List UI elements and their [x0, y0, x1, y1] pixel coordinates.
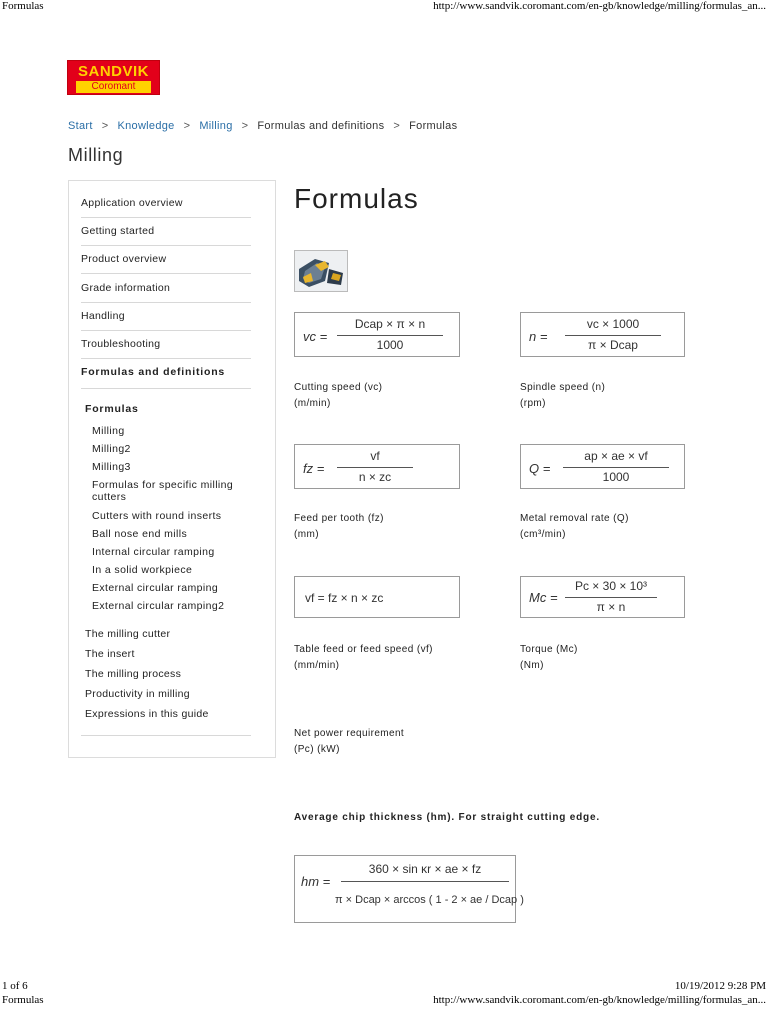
label-cutting-speed — [294, 380, 382, 412]
label-table-feed-name: Table feed or feed speed (vf) — [294, 644, 433, 655]
breadcrumb-separator: > — [393, 120, 401, 132]
breadcrumb-formulas-and-definitions: Formulas and definitions — [257, 120, 385, 132]
label-feed-per-tooth-unit: (mm) — [294, 529, 319, 540]
label-spindle-speed-name: Spindle speed (n) — [520, 382, 606, 393]
print-footer-url: http://www.sandvik.coromant.com/en-gb/knowledge/milling/formulas_an... — [433, 994, 766, 1006]
formula-cutting-speed — [294, 312, 460, 357]
sidebar-item-application-overview[interactable]: Application overview — [81, 189, 251, 218]
breadcrumb-separator: > — [183, 120, 191, 132]
formula-q-lhs: Q = — [529, 461, 551, 476]
sidebar-subitem-milling2[interactable]: Milling2 — [92, 443, 131, 455]
logo-line1: SANDVIK — [77, 63, 149, 80]
label-metal-removal-rate-name: Metal removal rate (Q) — [520, 513, 629, 524]
logo-line2: Coromant — [76, 81, 151, 93]
formula-vf-expression: vf = fz × n × zc — [305, 591, 384, 605]
label-feed-per-tooth-name: Feed per tooth (fz) — [294, 513, 384, 524]
formula-table-feed — [294, 576, 460, 618]
chip-thickness-caption: Average chip thickness (hm). For straight cutting edge. — [294, 812, 600, 823]
sidebar-subitem-ball-nose[interactable]: Ball nose end mills — [92, 528, 188, 540]
label-metal-removal-rate — [520, 511, 629, 543]
label-cutting-speed-name: Cutting speed (vc) — [294, 382, 383, 393]
formula-q-numerator: ap × ae × vf — [584, 449, 648, 463]
sidebar-nav — [68, 180, 276, 758]
formula-mc-numerator: Pc × 30 × 10³ — [574, 579, 648, 593]
sandvik-logo[interactable] — [67, 60, 160, 95]
formula-mc-denominator: π × n — [596, 600, 626, 614]
formula-fz-numerator: vf — [370, 449, 380, 463]
formula-metal-removal-rate — [520, 444, 685, 489]
sidebar-divider — [81, 735, 251, 736]
breadcrumb-separator: > — [101, 120, 109, 132]
sidebar-item-milling-cutter[interactable]: The milling cutter — [85, 628, 171, 640]
formula-mc-lhs: Mc = — [529, 590, 558, 605]
sidebar-item-productivity[interactable]: Productivity in milling — [85, 688, 190, 700]
label-net-power-name: Net power requirement — [294, 728, 405, 739]
formula-fz-denominator: n × zc — [358, 470, 392, 484]
print-header — [0, 0, 768, 14]
breadcrumb-separator: > — [241, 120, 249, 132]
print-header-url: http://www.sandvik.coromant.com/en-gb/knowledge/milling/formulas_an... — [433, 0, 766, 12]
label-spindle-speed-unit: (rpm) — [520, 398, 546, 409]
formula-spindle-speed — [520, 312, 685, 357]
label-spindle-speed — [520, 380, 605, 412]
formula-feed-per-tooth — [294, 444, 460, 489]
formula-n-denominator: π × Dcap — [588, 338, 638, 352]
formula-n-lhs: n = — [529, 329, 548, 344]
breadcrumb-milling[interactable]: Milling — [199, 120, 233, 132]
fraction-bar — [563, 467, 669, 468]
label-torque-name: Torque (Mc) — [520, 644, 578, 655]
milling-cutter-thumbnail[interactable] — [294, 250, 348, 292]
sidebar-item-expressions[interactable]: Expressions in this guide — [85, 708, 209, 720]
label-feed-per-tooth — [294, 511, 384, 543]
print-footer-title: Formulas — [2, 994, 44, 1006]
label-net-power-unit: (Pc) (kW) — [294, 744, 340, 755]
fraction-bar — [341, 881, 509, 882]
sidebar-item-insert[interactable]: The insert — [85, 648, 135, 660]
formula-hm-numerator: 360 × sin κr × ae × fz — [368, 862, 482, 876]
sidebar-subitem-internal-ramping[interactable]: Internal circular ramping — [92, 546, 215, 558]
formula-vc-denominator: 1000 — [376, 338, 404, 352]
section-title: Milling — [68, 145, 124, 165]
fraction-bar — [337, 335, 443, 336]
formula-average-chip-thickness — [294, 855, 524, 923]
formula-q-denominator: 1000 — [602, 470, 630, 484]
label-table-feed — [294, 642, 433, 674]
sidebar-subheading-formulas[interactable]: Formulas — [85, 403, 139, 415]
formula-hm-denominator: π × Dcap × arccos ( 1 - 2 × ae / Dcap ) — [335, 894, 524, 906]
print-footer-datetime: 10/19/2012 9:28 PM — [674, 980, 766, 992]
fraction-bar — [565, 335, 661, 336]
formula-fz-lhs: fz = — [303, 461, 325, 476]
formula-vc-numerator: Dcap × π × n — [354, 317, 426, 331]
label-metal-removal-rate-unit: (cm³/min) — [520, 529, 566, 540]
breadcrumb-formulas: Formulas — [409, 120, 458, 132]
breadcrumb — [68, 120, 457, 132]
formula-vc-lhs: vc = — [303, 329, 328, 344]
sidebar-subitem-round-inserts[interactable]: Cutters with round inserts — [92, 510, 222, 522]
formula-torque — [520, 576, 685, 618]
sidebar-item-handling[interactable]: Handling — [81, 302, 251, 331]
sidebar-item-milling-process[interactable]: The milling process — [85, 668, 182, 680]
sidebar-subitem-solid-workpiece[interactable]: In a solid workpiece — [92, 564, 193, 576]
sidebar-item-formulas-and-definitions[interactable]: Formulas and definitions — [81, 358, 251, 389]
sidebar-item-troubleshooting[interactable]: Troubleshooting — [81, 330, 251, 359]
label-torque — [520, 642, 578, 674]
sidebar-item-getting-started[interactable]: Getting started — [81, 217, 251, 246]
label-cutting-speed-unit: (m/min) — [294, 398, 331, 409]
sidebar-subitem-milling[interactable]: Milling — [92, 425, 125, 437]
page-title: Formulas — [294, 183, 419, 214]
print-header-title: Formulas — [2, 0, 44, 12]
formula-n-numerator: vc × 1000 — [586, 317, 640, 331]
sidebar-item-product-overview[interactable]: Product overview — [81, 245, 251, 274]
fraction-bar — [337, 467, 413, 468]
fraction-bar — [565, 597, 657, 598]
breadcrumb-knowledge[interactable]: Knowledge — [117, 120, 175, 132]
breadcrumb-start[interactable]: Start — [68, 120, 93, 132]
sidebar-subitem-external-ramping[interactable]: External circular ramping — [92, 582, 219, 594]
label-table-feed-unit: (mm/min) — [294, 660, 340, 671]
sidebar-subitem-milling3[interactable]: Milling3 — [92, 461, 131, 473]
sidebar-item-grade-information[interactable]: Grade information — [81, 274, 251, 303]
sidebar-subitem-external-ramping2[interactable]: External circular ramping2 — [92, 600, 225, 612]
sidebar-subitem-formulas-specific-cutters[interactable]: Formulas for specific milling cutters — [92, 479, 234, 503]
label-torque-unit: (Nm) — [520, 660, 544, 671]
formula-hm-lhs: hm = — [301, 874, 331, 889]
milling-cutter-image — [295, 251, 348, 292]
label-net-power — [294, 726, 404, 758]
print-footer-page: 1 of 6 — [2, 980, 28, 992]
